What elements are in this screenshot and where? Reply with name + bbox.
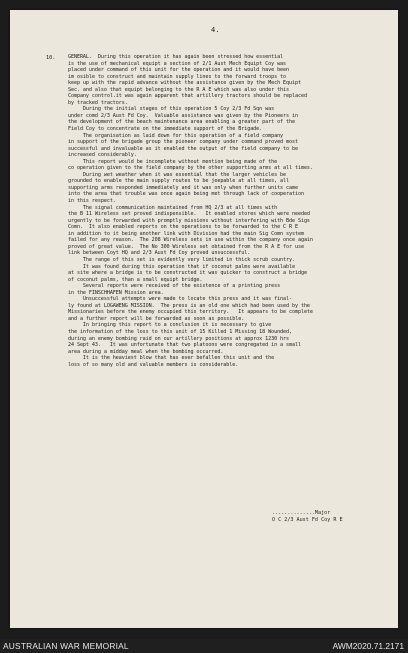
body-line: is the use of mechanical equipt a section of 2/1 Aust Mech Equipt Coy was [68,60,287,67]
body-line: under comd 2/3 Aust Fd Coy. Valuable assistance was given by the Pioneers in [68,112,298,119]
body-line: successful and invaluable as it enabled the output of the field company to be [68,145,298,152]
body-line: in the FINSCHHAFEN Mission area. [68,289,164,296]
body-line: Unsuccessful attempts were made to locate this press and it was final- [68,296,293,303]
body-line: and a further report will be forwarded as soon as possible. [68,315,245,322]
body-line: In bringing this report to a conclusion it is necessary to give [68,322,272,329]
body-line: failed for any reason. The 208 Wireless sets in use within the company once again [68,237,313,244]
document-body [68,54,398,368]
body-line: at site where a bridge is to be constructed it was quicker to construct a bridge [68,270,307,277]
body-line: in this respect. [68,198,116,205]
body-line: Field Coy to concentrate on the immediate support of the Brigade. [68,126,263,133]
body-line: It was found during this operation that if coconut palms were available [68,263,295,270]
body-line: placed under command of this unit for the operation and it would have been [68,67,290,74]
body-line: increased considerably. [68,152,137,159]
body-line: supporting arms responded immediately and it was only when further units came [68,184,298,191]
body-line: link between Coyt HQ and 2/3 Aust Fd Coy proved unsuccessful. [68,250,251,257]
body-line: Missionaries before the enemy occupied this territory. It appears to be complete [68,309,313,316]
body-line: The range of this set is evidently very limited in thick scrub country. [68,256,295,263]
body-line: grounded to enable the main supply routes to be jeepable at all times, all [68,178,290,185]
body-line: of coconut palms, than a small equipt bridge. [68,276,203,283]
body-line: in support of the brigade group the pioneer company under command proved most [68,139,298,146]
body-line: into the area that trouble was once again being met through lack of cooperation [68,191,304,198]
body-line: During the initial stages of this operation 5 Coy 2/3 Fd Sqn was [68,106,275,113]
body-line: Several reports were received of the existence of a printing press [68,283,281,290]
archive-footer [0,639,408,653]
body-line: keep up with the rapid advance without the assistance given by the Mech Equipt [68,80,301,87]
body-line: proved of great value. The No 300 Wireless set obtained from the R A E for use [68,243,304,250]
body-line: ly found at LOGAWENG MISSION. The press is an old one which had been used by the [68,302,310,309]
body-line: the information of the loss to this unit of 15 Killed 1 Missing 18 Wounded, [68,328,293,335]
section-number: 10. [46,55,56,61]
body-line: During wet weather when it was essential that the larger vehicles be [68,171,287,178]
body-line: by tracked tractors. [68,99,128,106]
body-line: loss of so many old and valuable members is considerable. [68,361,239,368]
body-line: the B 11 Wireless set proved indispensible. It enabled stores which were needed [68,211,310,218]
body-line: 24 Sept 43. It was unfortunate that two platoons were congregated in a small [68,342,301,349]
archive-source: AUSTRALIAN WAR MEMORIAL [3,641,129,651]
body-line: The signal communication maintained from HQ 2/3 at all times with [68,204,278,211]
body-line: It is the heaviest blow that has ever befallen this unit and the [68,355,275,362]
body-line: GENERAL. During this operation it has again been stressed how essential [68,54,284,60]
body-line: The organisation as laid down for this operation of a field company [68,132,284,139]
signature-title: O C 2/3 Aust Fd Coy R E [272,517,343,523]
signature-block [272,510,343,524]
body-line: the development of the beach maintenance area enabling a greater part of the [68,119,295,126]
document-page [10,10,398,628]
body-line: Company control.it was again apparent that artillery tractors should be replaced [68,93,307,100]
body-line: during an enemy bombing raid on our artillery positions at approx 1230 hrs [68,335,290,342]
body-line: urgently to be forwarded with promptly missions without interfering with Bde Sigs [68,217,310,224]
page-number: 4. [211,26,220,34]
body-line: Comn. It also enabled reports on the operations to be forwarded to the C R E [68,224,298,231]
accession-number: AWM2020.71.2171 [332,641,404,651]
body-line: This report would be incomplete without mention being made of the [68,158,278,165]
body-line: im osible to construct and maintain supply lines to the forward troops to [68,73,287,80]
body-line: area during a midday meal when the bombing occurred. [68,348,224,355]
body-line: Sec. and also that equipt belonging to the R A E which was also under this [68,86,290,93]
signature-line: ..............Major [272,510,331,516]
body-line: co operation given to the field company by the other supporting arms at all times. [68,165,313,172]
body-line: in addition to it being another link with Division had the main Sig Comn system [68,230,304,237]
